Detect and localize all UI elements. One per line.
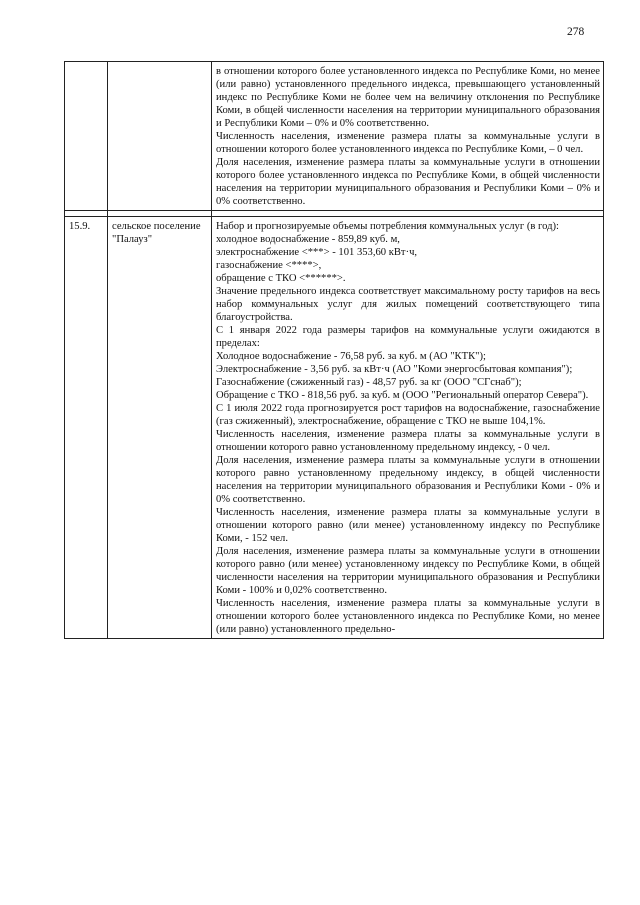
paragraph: обращение с ТКО <******>. bbox=[216, 273, 346, 284]
row-number-cell bbox=[65, 62, 108, 211]
paragraph: Доля населения, изменение размера платы за коммунальные услуги в отношении которого равно (или менее) установленному индексу по Республике Коми, в общей численности населения на территории муниципального образования и Республики Коми - 100% и 0,02% соответственно. bbox=[216, 546, 600, 596]
table-row bbox=[65, 217, 604, 639]
settlement-name: сельское поселение "Палауз" bbox=[112, 221, 201, 245]
settlement-name-cell bbox=[108, 62, 212, 211]
paragraph: электроснабжение <***> - 101 353,60 кВт·ч, bbox=[216, 247, 418, 258]
paragraph: Численность населения, изменение размера платы за коммунальные услуги в отношении которого равно (или менее) установленному индексу по Республике Коми, - 152 чел. bbox=[216, 507, 600, 544]
settlement-name-cell bbox=[108, 217, 212, 639]
paragraph: Численность населения, изменение размера платы за коммунальные услуги в отношении которого более установленного индекса по Республике Коми, – 0 чел. bbox=[216, 131, 600, 155]
paragraph: Численность населения, изменение размера платы за коммунальные услуги в отношении которого равно установленному предельному индексу, - 0 чел. bbox=[216, 429, 600, 453]
document-table bbox=[64, 61, 604, 639]
page-number: 278 bbox=[567, 26, 585, 38]
row-number-cell bbox=[65, 217, 108, 639]
paragraph: Обращение с ТКО - 818,56 руб. за куб. м (ООО "Региональный оператор Севера"). bbox=[216, 390, 589, 401]
paragraph: в отношении которого более установленного индекса по Республике Коми, но менее (или равно) установленного предельного индекса, превышающего установленный индекс по Республике Коми не более чем на величину отклонения по Республике Коми, в общей численности населения на территории муниципального образования и Республики Коми – 0% и 0% соответственно. bbox=[216, 66, 600, 129]
paragraph: Доля населения, изменение размера платы за коммунальные услуги в отношении которого более установленного индекса по Республике Коми, в общей численности населения на территории муниципального образования и Республики Коми – 0% и 0% соответственно. bbox=[216, 157, 600, 207]
description-cell bbox=[212, 217, 604, 639]
row-number: 15.9. bbox=[69, 221, 91, 232]
paragraph: Электроснабжение - 3,56 руб. за кВт·ч (АО "Коми энергосбытовая компания"); bbox=[216, 364, 573, 375]
paragraph: Доля населения, изменение размера платы за коммунальные услуги в отношении которого равно установленному предельному индексу, в общей численности населения на территории муниципального образования и Республики Коми - 0% и 0% соответственно. bbox=[216, 455, 600, 505]
paragraph: С 1 января 2022 года размеры тарифов на коммунальные услуги ожидаются в пределах: bbox=[216, 325, 600, 349]
paragraph: Холодное водоснабжение - 76,58 руб. за куб. м (АО "КТК"); bbox=[216, 351, 486, 362]
paragraph: С 1 июля 2022 года прогнозируется рост тарифов на водоснабжение, газоснабжение (газ сжиженный), электроснабжение, обращение с ТКО не выше 104,1%. bbox=[216, 403, 600, 427]
paragraph: газоснабжение <****>, bbox=[216, 260, 322, 271]
description-cell bbox=[212, 62, 604, 211]
table-row bbox=[65, 62, 604, 211]
paragraph: холодное водоснабжение - 859,89 куб. м, bbox=[216, 234, 400, 245]
paragraph: Численность населения, изменение размера платы за коммунальные услуги в отношении которого более установленного индекса по Республике Коми, но менее (или равно) установленного предельно- bbox=[216, 598, 600, 635]
paragraph: Набор и прогнозируемые объемы потребления коммунальных услуг (в год): bbox=[216, 221, 559, 232]
paragraph: Газоснабжение (сжиженный газ) - 48,57 руб. за кг (ООО "СГснаб"); bbox=[216, 377, 522, 388]
paragraph: Значение предельного индекса соответствует максимальному росту тарифов на весь набор коммунальных услуг для жилых помещений соответствующего типа благоустройства. bbox=[216, 286, 600, 323]
